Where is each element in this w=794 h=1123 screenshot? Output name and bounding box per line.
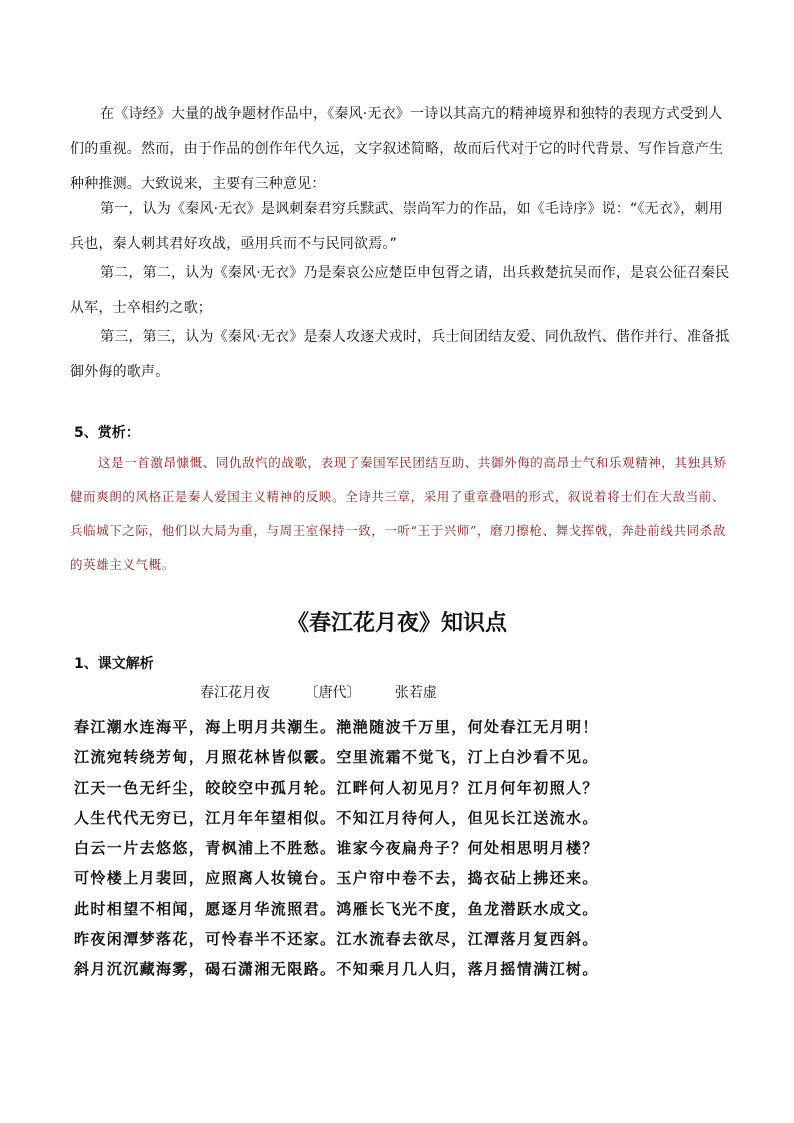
poem-line: 昨夜闲潭梦落花，可怜春半不还家。江水流春去欲尽，江潭落月复西斜。 — [74, 930, 599, 949]
appreciation-heading: 5、赏析： — [74, 425, 140, 441]
intro-paragraph-4: 第三，第三，认为《秦风·无衣》是秦人攻逐犬戎时，兵士间团结友爱、同仇敌忾、偕作并行、准备抵御外侮的歌声。 — [70, 329, 730, 380]
poem-line: 江流宛转绕芳甸，月照花林皆似霰。空里流霜不觉飞，汀上白沙看不见。 — [74, 748, 599, 767]
poem-header — [200, 682, 453, 702]
section-title: 《春江花月夜》知识点 — [286, 610, 507, 636]
intro-paragraph-2: 第一，认为《秦风·无衣》是讽刺秦君穷兵黩武、崇尚军力的作品，如《毛诗序》说：“《无衣》，刺用兵也，秦人刺其君好攻战，亟用兵而不与民同欲焉。” — [70, 201, 723, 252]
poem-line: 春江潮水连海平，海上明月共潮生。滟滟随波千万里，何处春江无月明！ — [74, 718, 599, 736]
poem-title: 春江花月夜 — [200, 685, 270, 701]
poem-line: 江天一色无纤尘，皎皎空中孤月轮。江畔何人初见月？江月何年初照人？ — [74, 778, 599, 797]
poem-dynasty: 〔唐代〕 — [304, 685, 361, 701]
poem-line: 人生代代无穷已，江月年年望相似。不知江月待何人，但见长江送流水。 — [74, 808, 599, 827]
intro-paragraph-3: 第二，第二，认为《秦风·无衣》乃是秦哀公应楚臣申包胥之请，出兵救楚抗吴而作，是哀公征召秦民从军，士卒相约之歌； — [70, 265, 730, 316]
intro-paragraph-1: 在《诗经》大量的战争题材作品中，《秦风·无衣》一诗以其高亢的精神境界和独特的表现方式受到人们的重视。然而，由于作品的创作年代久远，文字叙述简略，故而后代对于它的时代背景、写作旨意产生种种推测。大致说来，主要有三种意见： — [70, 106, 724, 192]
poem-lines — [74, 712, 599, 985]
poem-line: 白云一片去悠悠，青枫浦上不胜愁。谁家今夜扁舟子？何处相思明月楼？ — [74, 839, 599, 858]
appreciation-text: 这是一首激昂慷慨、同仇敌忾的战歌，表现了秦国军民团结互助、共御外侮的高昂士气和乐观精神，其独具矫健而爽朗的风格正是秦人爱国主义精神的反映。全诗共三章，采用了重章叠唱的形式，叙说着将士们在大敌当前、兵临城下之际，他们以大局为重，与周王室保持一致，一听“王于兴师”，磨刀擦枪、舞戈挥戟，奔赴前线共同杀敌的英雄主义气概。 — [70, 455, 727, 572]
poem-line: 此时相望不相闻，愿逐月华流照君。鸿雁长飞光不度，鱼龙潜跃水成文。 — [74, 899, 599, 918]
poem-line: 可怜楼上月裴回，应照离人妆镜台。玉户帘中卷不去，捣衣砧上拂还来。 — [74, 869, 599, 888]
poem-line: 斜月沉沉藏海雾，碣石潇湘无限路。不知乘月几人归，落月摇情满江树。 — [74, 960, 599, 979]
section-subheading: 1、课文解析 — [74, 656, 154, 672]
poem-author: 张若虚 — [394, 685, 437, 701]
